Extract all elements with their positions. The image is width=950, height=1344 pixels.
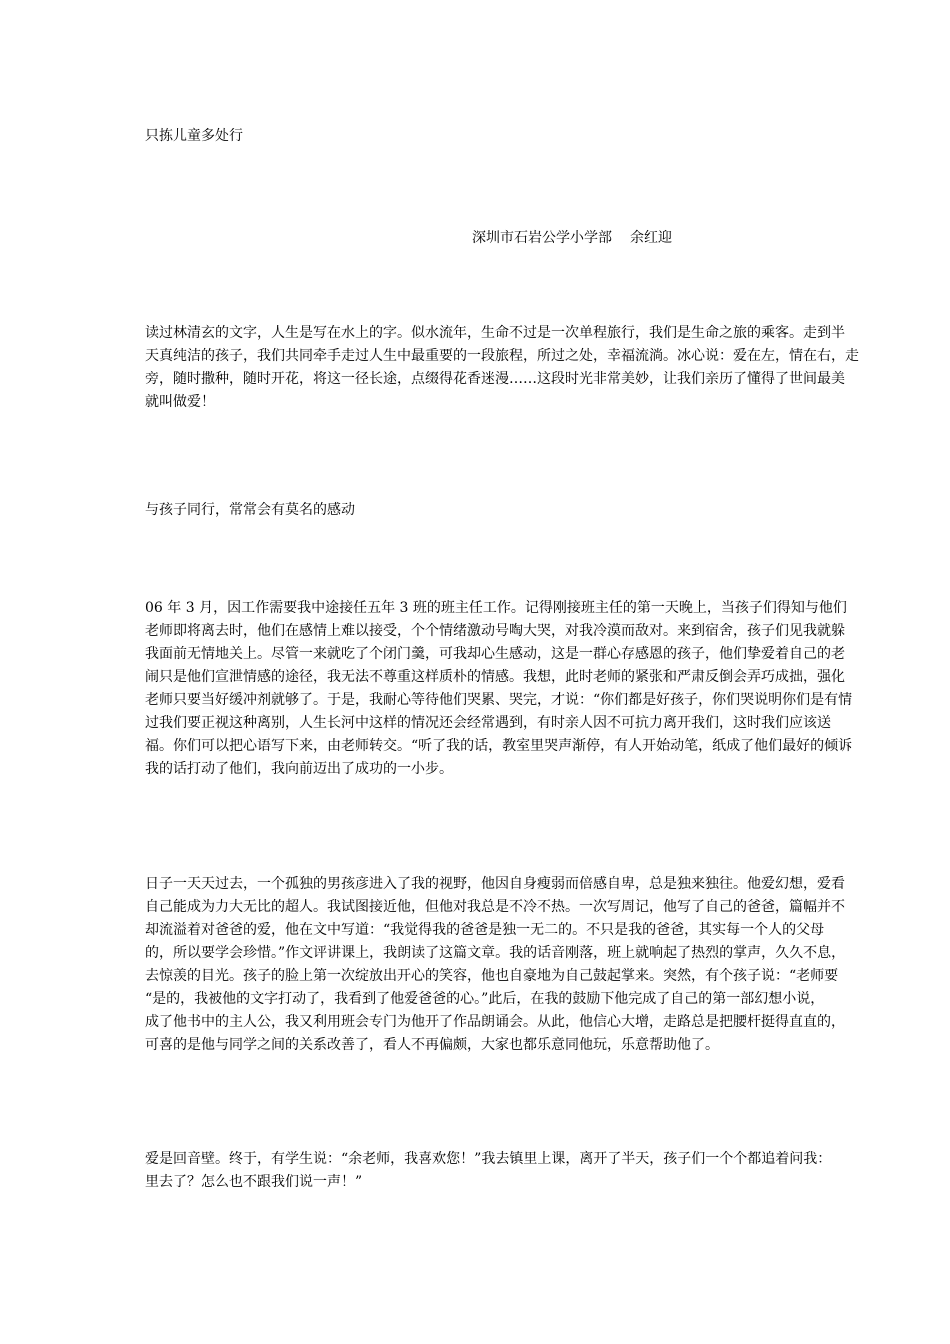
body-paragraph-1: [145, 597, 950, 781]
text-line: 的，所以要学会珍惜。”作文评讲课上，我朗读了这篇文章。我的话音刚落，班上就响起了热烈的掌声，久久不息，: [145, 945, 846, 961]
text-line: 就叫做爱！: [145, 394, 215, 410]
text-line: 却流溢着对爸爸的爱，他在文中写道：“我觉得我的爸爸是独一无二的。不只是我的爸爸，其实每一个人的父母: [145, 922, 825, 938]
text-line: 里去了？怎么也不跟我们说一声！”: [145, 1174, 363, 1190]
author-school: 深圳市石岩公学小学部: [472, 230, 612, 246]
author-byline: [472, 228, 672, 248]
text-line: 爱是回音壁。终于，有学生说：“余老师，我喜欢您！”我去镇里上课，离开了半天，孩子们一个个都追着问我：: [145, 1151, 832, 1167]
text-line: 成了他书中的主人公，我又利用班会专门为他开了作品朗诵会。从此，他信心大增，走路总是把腰杆挺得直直的，: [145, 1014, 845, 1030]
section-heading: 与孩子同行，常常会有莫名的感动: [145, 502, 355, 518]
body-paragraph-2: [145, 873, 950, 1057]
text-line: 我面前无情地关上。尽管一来就吃了个闭门羹，可我却心生感动，这是一群心存感恩的孩子，他们挚爱着自己的老: [145, 646, 845, 662]
text-line: 福。你们可以把心语写下来，由老师转交。“听了我的话，教室里哭声渐停，有人开始动笔，纸成了他们最好的倾诉: [145, 738, 853, 754]
author-name: 余红迎: [630, 230, 672, 246]
article-title: 只拣儿童多处行: [145, 128, 243, 144]
text-line: 天真纯洁的孩子，我们共同牵手走过人生中最重要的一段旅程，所过之处，幸福流淌。冰心说：爱在左，情在右，走: [145, 348, 859, 364]
text-line: 老师即将离去时，他们在感情上难以接受，个个情绪激动号啕大哭，对我冷漠而敌对。来到宿舍，孩子们见我就躲: [145, 623, 845, 639]
text-line: 旁，随时撒种，随时开花，将这一径长途，点缀得花香迷漫……这段时光非常美妙，让我们亲历了懂得了世间最美: [145, 371, 845, 387]
text-line: 过我们要正视这种离别，人生长河中这样的情况还会经常遇到，有时亲人因不可抗力离开我们，这时我们应该送: [145, 715, 831, 731]
text-line: 老师只要当好缓冲剂就够了。于是，我耐心等待他们哭累、哭完，才说：“你们都是好孩子，你们哭说明你们是有情: [145, 692, 853, 708]
text-line: 06 年 3 月，因工作需要我中途接任五年 3 班的班主任工作。记得刚接班主任的第一天晚上，当孩子们得知与他们: [145, 600, 847, 616]
text-line: 读过林清玄的文字，人生是写在水上的字。似水流年，生命不过是一次单程旅行，我们是生命之旅的乘客。走到半: [145, 325, 845, 341]
text-line: 可喜的是他与同学之间的关系改善了，看人不再偏颇，大家也都乐意同他玩，乐意帮助他了。: [145, 1037, 719, 1053]
text-line: 我的话打动了他们，我向前迈出了成功的一小步。: [145, 761, 453, 777]
body-paragraph-3: [145, 1148, 950, 1194]
text-line: 日子一天天过去，一个孤独的男孩彦进入了我的视野，他因自身瘦弱而倍感自卑，总是独来独往。他爱幻想，爱看: [145, 876, 845, 892]
text-line: 自己能成为力大无比的超人。我试图接近他，但他对我总是不冷不热。一次写周记，他写了自己的爸爸，篇幅并不: [145, 899, 845, 915]
text-line: 闹只是他们宣泄情感的途径，我无法不尊重这样质朴的情感。我想，此时老师的紧张和严肃反倒会弄巧成拙，强化: [145, 669, 845, 685]
text-line: “是的，我被他的文字打动了，我看到了他爱爸爸的心。”此后，在我的鼓励下他完成了自己的第一部幻想小说，: [145, 991, 825, 1007]
intro-paragraph: [145, 322, 950, 414]
text-line: 去惊羡的目光。孩子的脸上第一次绽放出开心的笑容，他也自豪地为自己鼓起掌来。突然，有个孩子说：“老师要: [145, 968, 839, 984]
